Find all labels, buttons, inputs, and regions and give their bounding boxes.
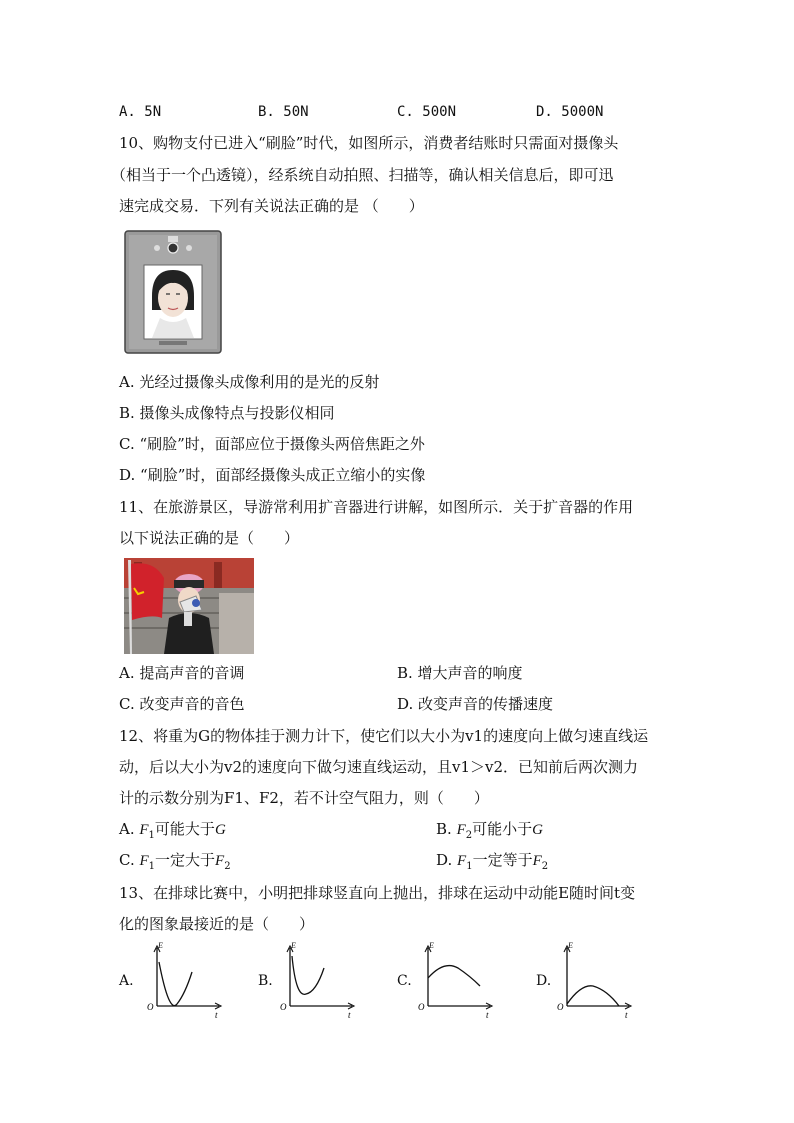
graph-a-label: A. <box>119 973 134 989</box>
graph-b-origin: O <box>280 1002 287 1012</box>
q9-option-d: D. 5000N <box>536 104 604 120</box>
q13-stem-line-1: 13、在排球比赛中，小明把排球竖直向上抛出，排球在运动中动能E随时间t变 <box>119 884 636 902</box>
face-scanner-figure <box>124 230 222 358</box>
graph-c-x-label: t <box>486 1010 489 1018</box>
q10-option-a: A. 光经过摄像头成像利用的是光的反射 <box>119 373 380 391</box>
q11-stem-line-2: 以下说法正确的是（ ） <box>119 529 300 547</box>
q12-option-d: D. $F_1$一定等于$F_2$ <box>436 851 549 872</box>
q12-stem-line-3: 计的示数分别为F1、F2，若不计空气阻力，则（ ） <box>119 789 489 807</box>
graph-c-origin: O <box>418 1002 425 1012</box>
q12-option-b: B. $F_2$可能小于G <box>436 820 543 841</box>
q10-stem-line-1: 10、购物支付已进入“刷脸”时代，如图所示，消费者结账时只需面对摄像头 <box>119 134 619 152</box>
q9-option-a: A. 5N <box>119 104 162 120</box>
graph-a-origin: O <box>147 1002 154 1012</box>
graph-d-y-label: E <box>568 942 573 950</box>
q12-stem-line-2: 动，后以大小为v2的速度向下做匀速直线运动，且v1＞v2．已知前后两次测力 <box>119 758 639 776</box>
q11-option-d: D. 改变声音的传播速度 <box>397 695 554 713</box>
graph-c-y-label: E <box>429 942 434 950</box>
graph-d-label: D. <box>536 973 552 989</box>
graph-c <box>416 942 496 1018</box>
graph-b-y-label: E <box>291 942 296 950</box>
q11-option-c: C. 改变声音的音色 <box>119 695 245 713</box>
graph-a-y-label: E <box>158 942 163 950</box>
graph-a-x-label: t <box>215 1010 218 1018</box>
q10-stem-line-2: （相当于一个凸透镜），经系统自动拍照、扫描等，确认相关信息后，即可迅 <box>111 166 614 184</box>
q11-stem-line-1: 11、在旅游景区，导游常利用扩音器进行讲解，如图所示．关于扩音器的作用 <box>119 498 634 516</box>
q10-option-d: D. “刷脸”时，面部经摄像头成正立缩小的实像 <box>119 466 426 484</box>
q11-option-a: A. 提高声音的音调 <box>119 664 245 682</box>
megaphone-guide-photo <box>124 558 254 658</box>
q10-stem-line-3: 速完成交易．下列有关说法正确的是 （ ） <box>119 197 424 215</box>
graph-d-origin: O <box>557 1002 564 1012</box>
q13-stem-line-2: 化的图象最接近的是（ ） <box>119 915 315 933</box>
q10-option-b: B. 摄像头成像特点与投影仪相同 <box>119 404 335 422</box>
q9-option-c: C. 500N <box>397 104 457 120</box>
q11-option-b: B. 增大声音的响度 <box>397 664 523 682</box>
q12-option-a: A. $F_1$可能大于G <box>119 820 226 841</box>
q12-stem-line-1: 12、将重为G的物体挂于测力计下，使它们以大小为v1的速度向上做匀速直线运 <box>119 727 649 745</box>
graph-b-label: B. <box>258 973 273 989</box>
graph-c-label: C. <box>397 973 412 989</box>
graph-d <box>555 942 635 1018</box>
q9-option-b: B. 50N <box>258 104 309 120</box>
q12-option-c: C. $F_1$一定大于$F_2$ <box>119 851 231 872</box>
graph-b <box>278 942 358 1018</box>
graph-a <box>145 942 225 1018</box>
graph-d-x-label: t <box>625 1010 628 1018</box>
graph-b-x-label: t <box>348 1010 351 1018</box>
q10-option-c: C. “刷脸”时，面部应位于摄像头两倍焦距之外 <box>119 435 425 453</box>
